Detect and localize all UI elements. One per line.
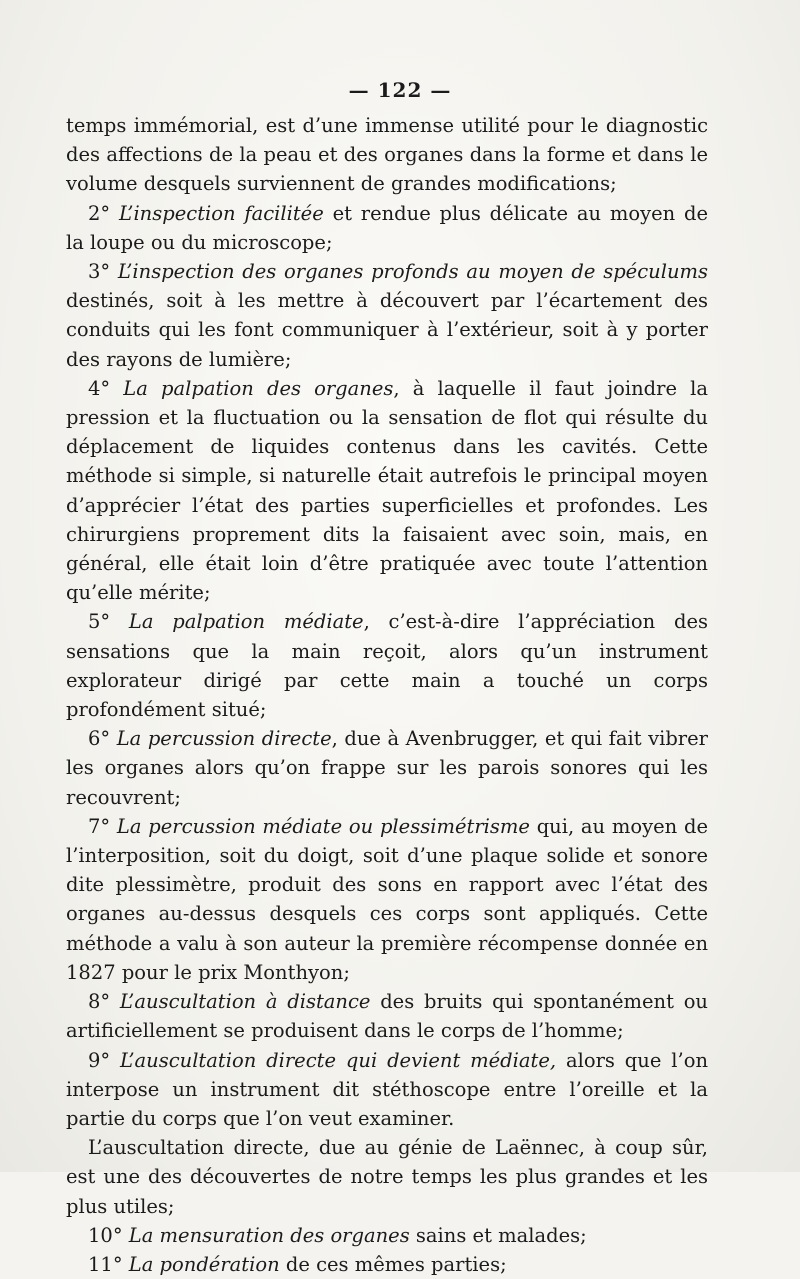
- italic-term: L’inspection facilitée: [118, 201, 324, 225]
- text-run: 8°: [88, 990, 120, 1014]
- text-run: alors que l’on interpose un instrument dit stéthoscope entre l’oreille et la partie du corps que l’on veut examiner.: [66, 1048, 709, 1130]
- italic-term: La percussion médiate ou plessimétrisme: [116, 814, 530, 838]
- paragraph-p9: [66, 1046, 708, 1134]
- text-run: 5°: [88, 610, 129, 634]
- text-run: L’auscultation directe, due au génie de Laënnec, à coup sûr, est une des découvertes de notre temps les plus grandes et les plus utiles;: [66, 1136, 708, 1218]
- text-run: et rendue plus délicate au moyen de la loupe ou du microscope;: [66, 201, 709, 254]
- body-text: [66, 111, 708, 1279]
- paragraph-p10: [66, 1221, 708, 1250]
- text-run: temps immémorial, est d’une immense utilité pour le diagnostic des affections de la peau et des organes dans la forme et dans le volume desquels surviennent de grandes modifications;: [66, 114, 708, 196]
- paragraph-p8: [66, 987, 708, 1045]
- italic-term: La pondération: [128, 1252, 280, 1276]
- paragraph-p11: [66, 1250, 708, 1279]
- paragraph-p9b: [66, 1133, 708, 1221]
- italic-term: La palpation des organes: [123, 376, 394, 400]
- italic-term: La percussion directe: [116, 727, 332, 751]
- paragraph-p4: [66, 374, 708, 608]
- text-run: 7°: [88, 814, 117, 838]
- italic-term: La palpation médiate: [128, 610, 364, 634]
- paragraph-p7: [66, 812, 708, 987]
- text-run: de ces mêmes parties;: [279, 1252, 507, 1276]
- text-run: , due à Avenbrugger, et qui fait vibrer les organes alors qu’on frappe sur les parois sonores qui les recouvrent;: [66, 727, 708, 809]
- text-run: sains et malades;: [409, 1223, 587, 1247]
- text-run: , c’est-à-dire l’appréciation des sensations que la main reçoit, alors qu’un instrument explorateur dirigé par cette main a touché un corps profondément situé;: [66, 610, 708, 722]
- paragraph-p6: [66, 724, 708, 812]
- text-run: qui, au moyen de l’interposition, soit du doigt, soit d’une plaque solide et sonore dite plessimètre, produit des sons en rapport avec l’état des organes au-dessus desquels ces corps sont appliqués. Cette méthode a valu à son auteur la première récompense donnée en 1827 pour le prix Monthyon;: [66, 814, 708, 984]
- text-run: 6°: [88, 727, 117, 751]
- page-number: — 122 —: [348, 78, 452, 102]
- text-run: , à laquelle il faut joindre la pression et la fluctuation ou la sensation de flot qui résulte du déplacement de liquides contenus dans les cavités. Cette méthode si simple, si naturelle était autrefois le principal moyen d’apprécier l’état des parties superficielles et profondes. Les chirurgiens proprement dits la faisaient avec soin, mais, en général, elle était loin d’être pratiquée avec toute l’attention qu’elle mérite;: [66, 376, 708, 605]
- paragraph-p5: [66, 607, 708, 724]
- text-run: 9°: [88, 1048, 121, 1072]
- italic-term: La mensuration des organes: [128, 1223, 410, 1247]
- text-run: 4°: [88, 376, 124, 400]
- text-run: 10°: [88, 1223, 129, 1247]
- paragraph-p3: [66, 257, 708, 374]
- paragraph-p2: [66, 199, 708, 257]
- text-run: 3°: [88, 260, 118, 284]
- paragraph-p0: [66, 111, 708, 199]
- italic-term: L’auscultation à distance: [119, 990, 371, 1014]
- text-run: destinés, soit à les mettre à découvert par l’écartement des conduits qui les font communiquer à l’extérieur, soit à y porter des rayons de lumière;: [66, 289, 708, 371]
- italic-term: L’inspection des organes profonds au moyen de spéculums: [117, 260, 708, 284]
- text-run: des bruits qui spontanément ou artificiellement se produisent dans le corps de l’homme;: [66, 990, 708, 1043]
- italic-term: L’auscultation directe qui devient médiate,: [120, 1048, 557, 1072]
- text-run: 2°: [88, 201, 119, 225]
- text-run: 11°: [88, 1252, 129, 1276]
